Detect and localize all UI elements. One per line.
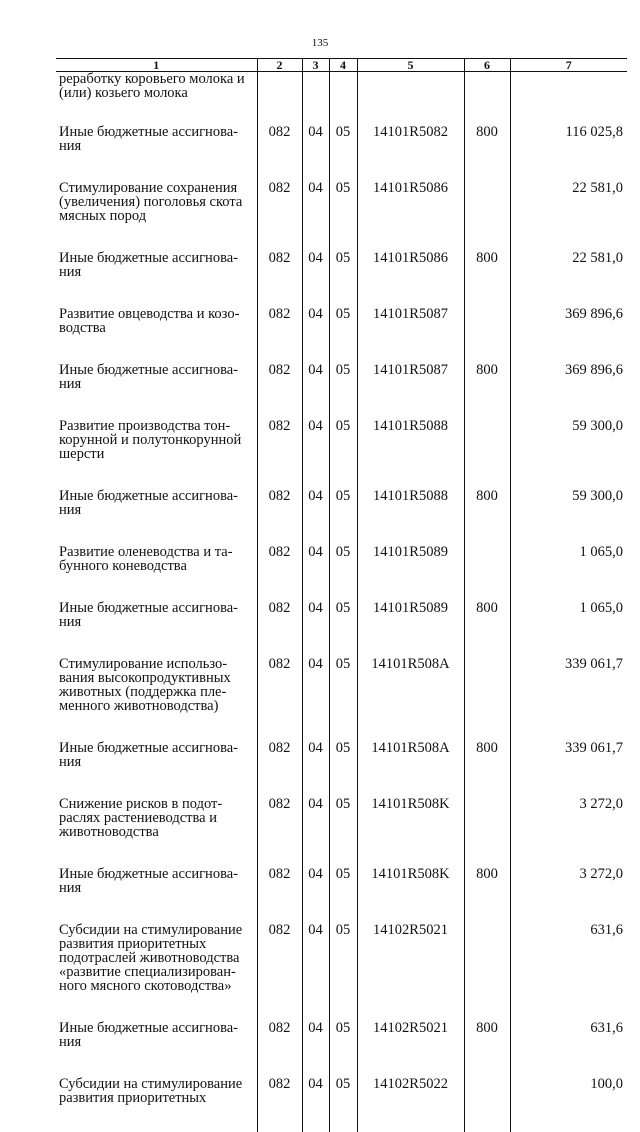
budget-table-container (56, 58, 627, 1132)
row-chapter-code: 082 (257, 740, 302, 796)
row-expense-type-code: 800 (464, 600, 510, 656)
row-name: Иные бюджетные ассигнова-ния (56, 250, 257, 306)
row-name: Развитие оленеводства и та-бунного коневодства (56, 544, 257, 600)
row-target-article-code: 14101R5086 (357, 250, 464, 306)
table-row (56, 600, 627, 656)
row-subsection-code: 05 (329, 866, 357, 922)
row-subsection-code: 05 (329, 418, 357, 488)
row-name: Иные бюджетные ассигнова-ния (56, 488, 257, 544)
row-section-code: 04 (302, 180, 329, 250)
row-amount: 339 061,7 (510, 656, 627, 740)
table-row (56, 796, 627, 866)
table-row (56, 544, 627, 600)
row-section-code: 04 (302, 488, 329, 544)
row-subsection-code: 05 (329, 306, 357, 362)
budget-table (56, 58, 627, 1132)
row-expense-type-code (464, 180, 510, 250)
row-section-code: 04 (302, 866, 329, 922)
row-expense-type-code (464, 796, 510, 866)
table-row (56, 180, 627, 250)
row-expense-type-code: 800 (464, 362, 510, 418)
row-name: Иные бюджетные ассигнова-ния (56, 1020, 257, 1076)
row-section-code: 04 (302, 1020, 329, 1076)
row-name: Стимулирование сохранения (увеличения) поголовья скота мясных пород (56, 180, 257, 250)
table-row (56, 124, 627, 180)
column-header-7: 7 (510, 59, 627, 72)
row-amount: 116 025,8 (510, 124, 627, 180)
row-subsection-code: 05 (329, 250, 357, 306)
row-amount: 3 272,0 (510, 796, 627, 866)
table-row (56, 250, 627, 306)
row-subsection-code: 05 (329, 740, 357, 796)
row-section-code: 04 (302, 656, 329, 740)
row-section-code: 04 (302, 250, 329, 306)
row-amount: 1 065,0 (510, 544, 627, 600)
row-expense-type-code (464, 922, 510, 1020)
row-section-code: 04 (302, 796, 329, 866)
row-section-code: 04 (302, 362, 329, 418)
row-chapter-code: 082 (257, 418, 302, 488)
row-chapter-code: 082 (257, 922, 302, 1020)
table-row (56, 740, 627, 796)
row-name: реработку коровьего молока и (или) козьего молока (56, 72, 257, 125)
header-row (56, 59, 627, 72)
row-target-article-code: 14101R508K (357, 866, 464, 922)
table-body (56, 72, 627, 1132)
column-header-3: 3 (302, 59, 329, 72)
row-target-article-code: 14101R5087 (357, 306, 464, 362)
column-header-5: 5 (357, 59, 464, 72)
column-header-6: 6 (464, 59, 510, 72)
row-section-code: 04 (302, 544, 329, 600)
row-subsection-code: 05 (329, 922, 357, 1020)
row-name: Иные бюджетные ассигнова-ния (56, 124, 257, 180)
row-amount: 631,6 (510, 922, 627, 1020)
row-section-code: 04 (302, 306, 329, 362)
row-subsection-code: 05 (329, 796, 357, 866)
row-amount: 22 581,0 (510, 180, 627, 250)
column-header-4: 4 (329, 59, 357, 72)
table-row (56, 922, 627, 1020)
continued-row (56, 72, 627, 125)
table-row (56, 1020, 627, 1076)
row-target-article-code: 14101R5082 (357, 124, 464, 180)
row-subsection-code: 05 (329, 488, 357, 544)
row-section-code: 04 (302, 418, 329, 488)
row-expense-type-code: 800 (464, 250, 510, 306)
row-chapter-code: 082 (257, 362, 302, 418)
row-chapter-code: 082 (257, 1076, 302, 1132)
row-expense-type-code: 800 (464, 866, 510, 922)
row-chapter-code: 082 (257, 306, 302, 362)
row-target-article-code: 14101R5086 (357, 180, 464, 250)
row-expense-type-code: 800 (464, 1020, 510, 1076)
row-amount: 100,0 (510, 1076, 627, 1132)
row-expense-type-code (464, 656, 510, 740)
row-target-article-code: 14101R5089 (357, 600, 464, 656)
row-chapter-code: 082 (257, 866, 302, 922)
row-target-article-code: 14101R5088 (357, 488, 464, 544)
row-name: Снижение рисков в подот-раслях растениеводства и животноводства (56, 796, 257, 866)
row-target-article-code: 14101R508K (357, 796, 464, 866)
row-section-code: 04 (302, 922, 329, 1020)
table-row (56, 866, 627, 922)
row-name: Иные бюджетные ассигнова-ния (56, 600, 257, 656)
row-name: Субсидии на стимулирование развития приоритетных подотраслей животноводства «развитие специализирован-ного мясного скотоводства» (56, 922, 257, 1020)
row-target-article-code: 14102R5021 (357, 1020, 464, 1076)
row-chapter-code: 082 (257, 124, 302, 180)
row-expense-type-code: 800 (464, 740, 510, 796)
row-amount: 631,6 (510, 1020, 627, 1076)
row-subsection-code: 05 (329, 544, 357, 600)
table-row (56, 306, 627, 362)
row-expense-type-code (464, 1076, 510, 1132)
row-chapter-code: 082 (257, 180, 302, 250)
row-expense-type-code (464, 544, 510, 600)
row-name: Развитие производства тон-корунной и полутонкорунной шерсти (56, 418, 257, 488)
row-name: Иные бюджетные ассигнова-ния (56, 362, 257, 418)
table-row (56, 488, 627, 544)
row-expense-type-code: 800 (464, 124, 510, 180)
row-section-code: 04 (302, 1076, 329, 1132)
row-name: Развитие овцеводства и козо-водства (56, 306, 257, 362)
row-chapter-code: 082 (257, 488, 302, 544)
row-chapter-code: 082 (257, 600, 302, 656)
row-target-article-code: 14102R5021 (357, 922, 464, 1020)
row-expense-type-code (464, 418, 510, 488)
row-name: Субсидии на стимулирование развития приоритетных (56, 1076, 257, 1132)
row-amount: 59 300,0 (510, 418, 627, 488)
row-subsection-code: 05 (329, 1076, 357, 1132)
row-section-code: 04 (302, 740, 329, 796)
page-number: 135 (0, 37, 640, 49)
row-section-code: 04 (302, 124, 329, 180)
row-subsection-code: 05 (329, 180, 357, 250)
row-chapter-code: 082 (257, 1020, 302, 1076)
row-target-article-code: 14101R5088 (357, 418, 464, 488)
row-target-article-code: 14101R5089 (357, 544, 464, 600)
row-amount: 59 300,0 (510, 488, 627, 544)
row-amount: 3 272,0 (510, 866, 627, 922)
row-chapter-code: 082 (257, 656, 302, 740)
row-section-code: 04 (302, 600, 329, 656)
row-amount: 369 896,6 (510, 362, 627, 418)
row-target-article-code: 14102R5022 (357, 1076, 464, 1132)
table-row (56, 1076, 627, 1132)
row-chapter-code: 082 (257, 250, 302, 306)
row-subsection-code: 05 (329, 124, 357, 180)
row-chapter-code: 082 (257, 544, 302, 600)
row-subsection-code: 05 (329, 600, 357, 656)
row-amount: 339 061,7 (510, 740, 627, 796)
row-target-article-code: 14101R5087 (357, 362, 464, 418)
row-chapter-code: 082 (257, 796, 302, 866)
table-row (56, 656, 627, 740)
row-amount: 1 065,0 (510, 600, 627, 656)
row-subsection-code: 05 (329, 656, 357, 740)
column-header-1: 1 (56, 59, 257, 72)
row-expense-type-code (464, 306, 510, 362)
row-name: Иные бюджетные ассигнова-ния (56, 866, 257, 922)
row-name: Иные бюджетные ассигнова-ния (56, 740, 257, 796)
table-row (56, 418, 627, 488)
row-target-article-code: 14101R508A (357, 740, 464, 796)
column-header-2: 2 (257, 59, 302, 72)
row-subsection-code: 05 (329, 362, 357, 418)
row-expense-type-code: 800 (464, 488, 510, 544)
row-subsection-code: 05 (329, 1020, 357, 1076)
row-amount: 22 581,0 (510, 250, 627, 306)
row-name: Стимулирование использо-вания высокопродуктивных животных (поддержка пле-менного животноводства) (56, 656, 257, 740)
row-target-article-code: 14101R508A (357, 656, 464, 740)
row-amount: 369 896,6 (510, 306, 627, 362)
table-row (56, 362, 627, 418)
